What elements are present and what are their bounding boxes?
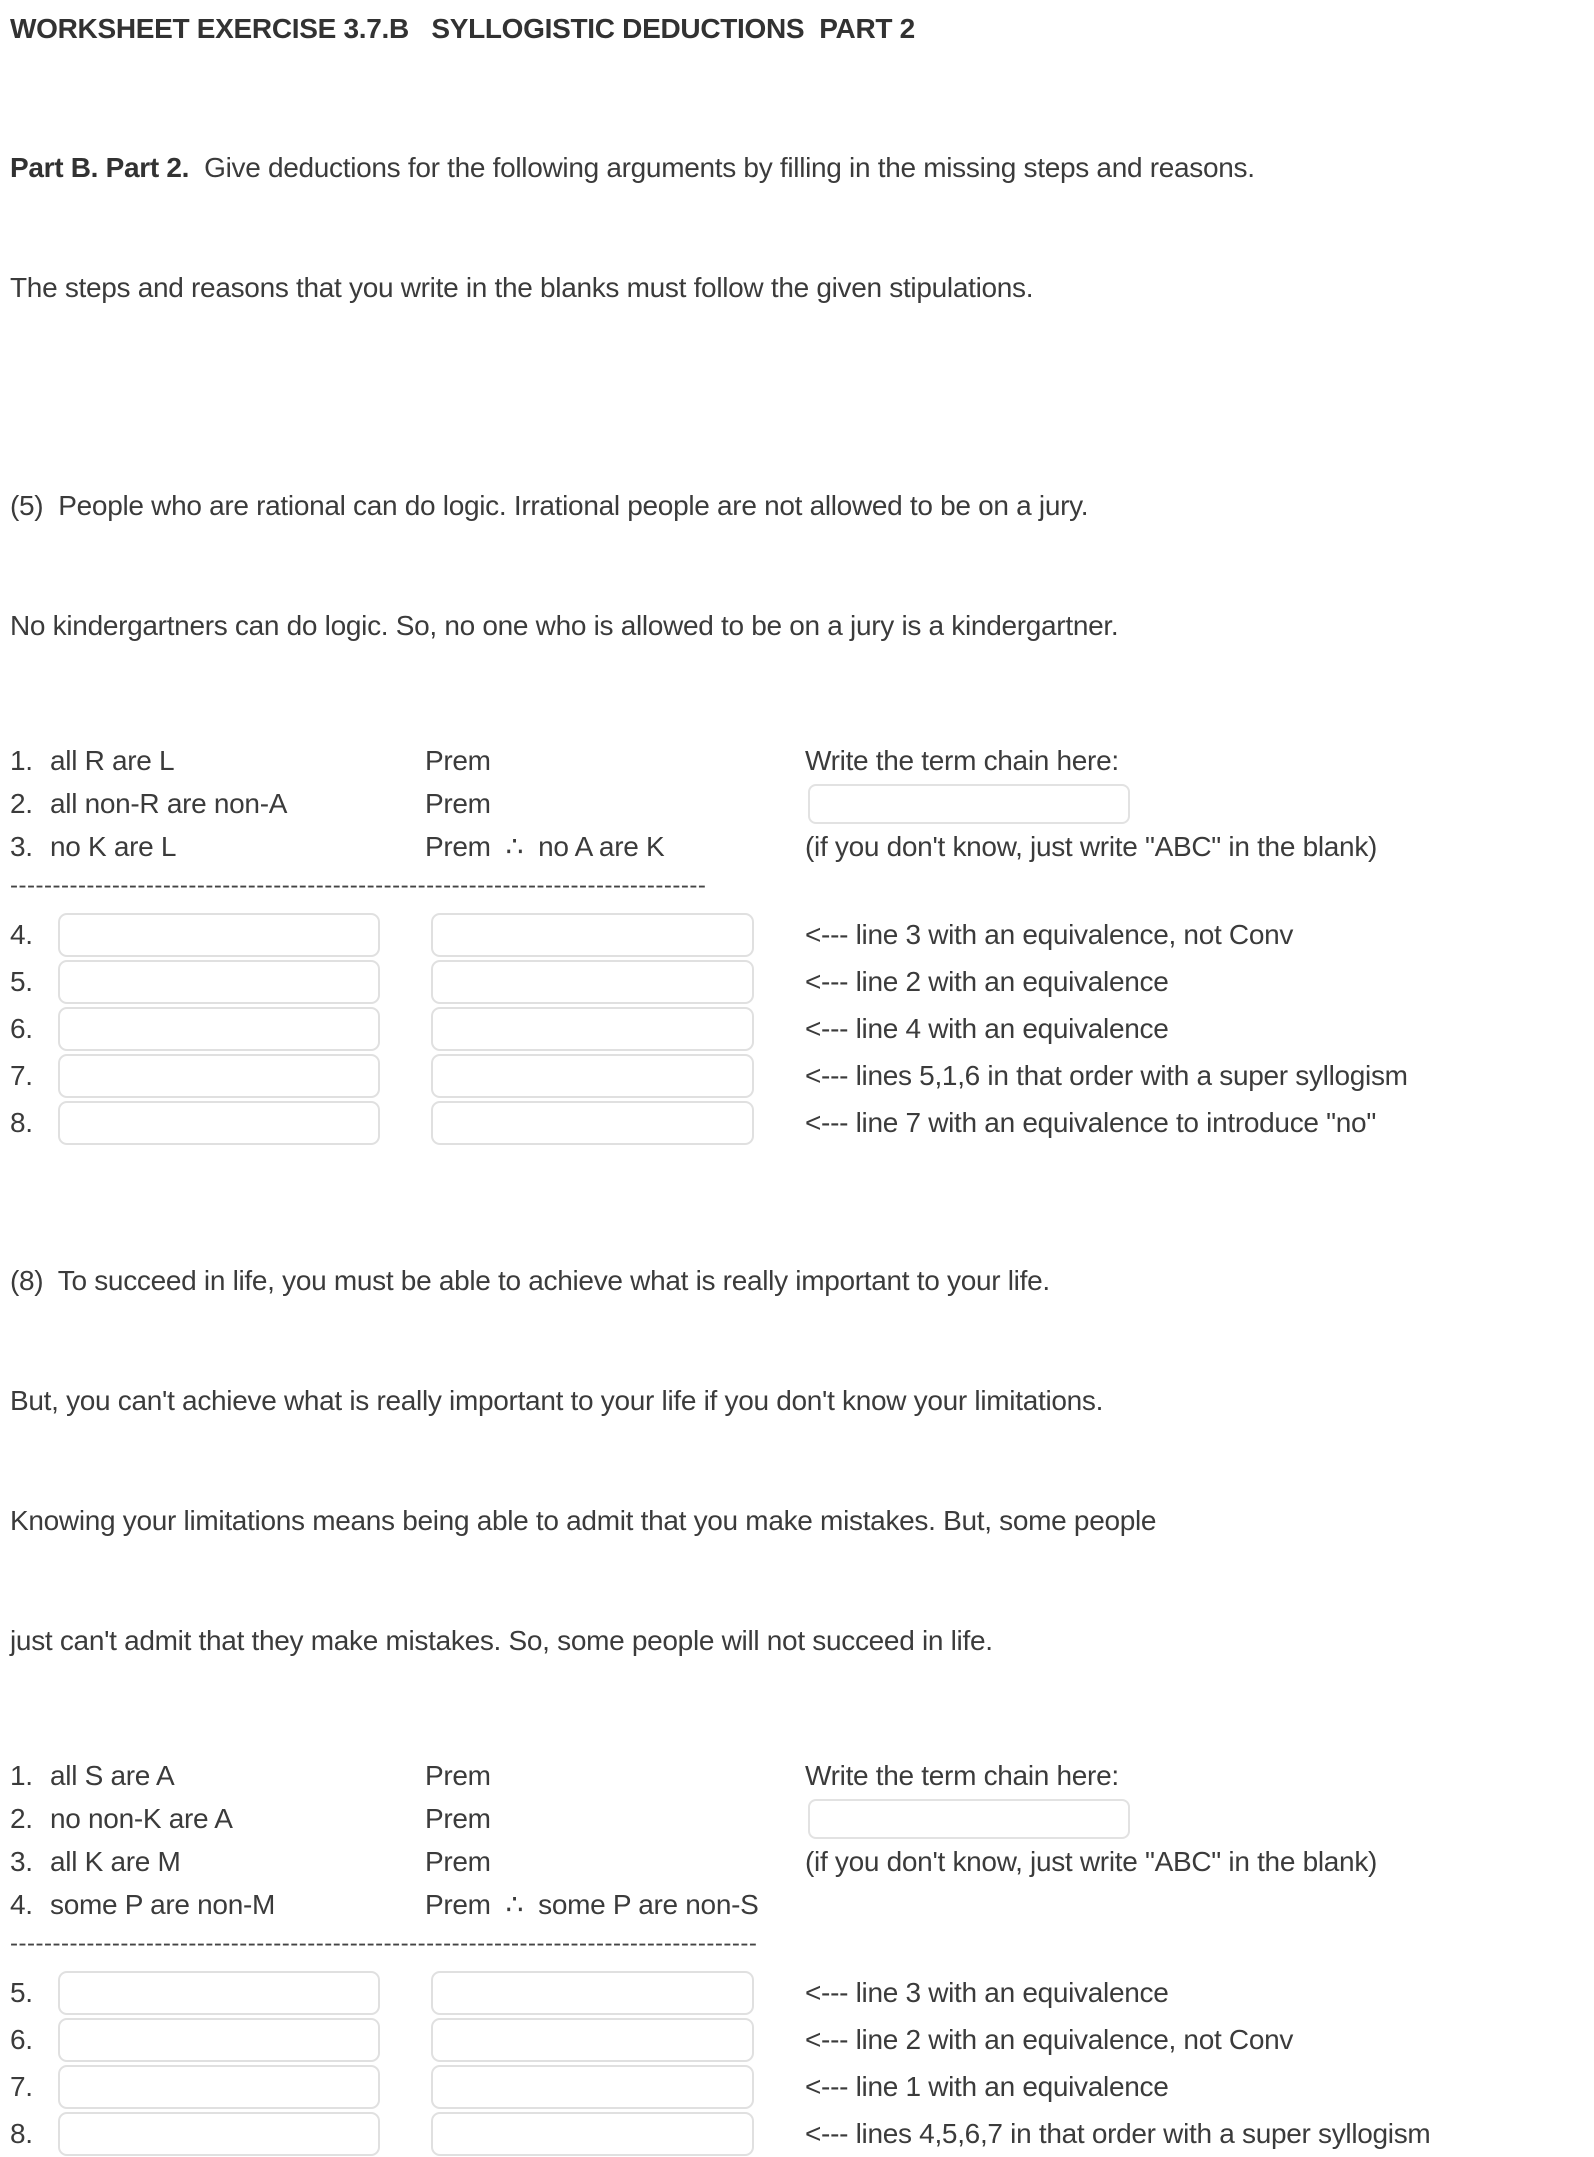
step-number: 5. [10, 1976, 33, 2008]
step-reason-input[interactable] [431, 1101, 754, 1145]
premise-reason: Prem [425, 1759, 491, 1791]
step-statement-input[interactable] [58, 2018, 380, 2062]
step-row [10, 2016, 1584, 2063]
premise-statement [10, 1846, 425, 1878]
term-chain-input[interactable] [808, 784, 1130, 824]
step-statement-input[interactable] [58, 2065, 380, 2109]
step-reason-input[interactable] [431, 2065, 754, 2109]
instructions-line-1 [10, 148, 1584, 188]
step-statement-input[interactable] [58, 1007, 380, 1051]
problem-8-intro-line-1: (8) To succeed in life, you must be able to achieve what is really important to your life. [10, 1265, 1050, 1296]
premise-reason: Prem [425, 1802, 491, 1834]
premise-number: 3. [10, 830, 33, 862]
step-hint: <--- lines 5,1,6 in that order with a super syllogism [805, 1059, 1408, 1091]
problem-8-premises [10, 1754, 1584, 1926]
premise-text: some P are non-M [50, 1888, 276, 1920]
step-number: 8. [10, 2117, 33, 2149]
step-hint: <--- lines 4,5,6,7 in that order with a super syllogism [805, 2117, 1431, 2149]
premise-reason: Prem [425, 787, 491, 819]
problem-8-intro [10, 1181, 1584, 1741]
problem-5-steps [10, 911, 1584, 1146]
term-chain-note: (if you don't know, just write "ABC" in the blank) [805, 830, 1378, 862]
premise-text: all R are L [50, 744, 175, 776]
premise-reason: Prem ∴ some P are non-S [425, 1889, 759, 1920]
problem-5-intro-line-2: No kindergartners can do logic. So, no one who is allowed to be on a jury is a kindergartner. [10, 610, 1119, 641]
premise-reason: Prem [425, 744, 491, 776]
step-hint: <--- line 2 with an equivalence, not Conv [805, 2023, 1294, 2055]
premise-statement [10, 788, 425, 820]
step-number: 6. [10, 2023, 33, 2055]
step-row [10, 1099, 1584, 1146]
premise-row [10, 1840, 1584, 1883]
step-statement-input[interactable] [58, 960, 380, 1004]
premise-statement [10, 1889, 425, 1921]
step-number: 4. [10, 918, 33, 950]
premise-number: 4. [10, 1888, 33, 1920]
problem-8-intro-line-3: Knowing your limitations means being able to admit that you make mistakes. But, some people [10, 1505, 1157, 1536]
divider-dashes: ---------------------------------------------------------------------------------- [10, 872, 707, 899]
step-statement-input[interactable] [58, 913, 380, 957]
instructions [10, 68, 1584, 388]
step-statement-input[interactable] [58, 2112, 380, 2156]
step-number: 7. [10, 2070, 33, 2102]
step-hint: <--- line 4 with an equivalence [805, 1012, 1169, 1044]
premise-reason: Prem ∴ no A are K [425, 831, 665, 862]
premise-row [10, 1754, 1584, 1797]
problem-8-intro-line-2: But, you can't achieve what is really important to your life if you don't know your limitations. [10, 1385, 1104, 1416]
premise-row [10, 1883, 1584, 1926]
problem-8-intro-line-4: just can't admit that they make mistakes. So, some people will not succeed in life. [10, 1625, 993, 1656]
step-statement-input[interactable] [58, 1971, 380, 2015]
premise-number: 1. [10, 1759, 33, 1791]
step-statement-input[interactable] [58, 1054, 380, 1098]
premise-statement [10, 745, 425, 777]
premise-statement [10, 1803, 425, 1835]
page-title: WORKSHEET EXERCISE 3.7.B SYLLOGISTIC DEDUCTIONS PART 2 [10, 13, 915, 44]
premise-row [10, 1797, 1584, 1840]
step-hint: <--- line 2 with an equivalence [805, 965, 1169, 997]
premise-row [10, 739, 1584, 782]
step-reason-input[interactable] [431, 1971, 754, 2015]
step-statement-input[interactable] [58, 1101, 380, 1145]
instructions-line-2: The steps and reasons that you write in the blanks must follow the given stipulations. [10, 272, 1034, 303]
term-chain-field [805, 1799, 1584, 1839]
term-chain-note: (if you don't know, just write "ABC" in the blank) [805, 1845, 1378, 1877]
premise-statement [10, 1760, 425, 1792]
premise-text: all S are A [50, 1759, 175, 1791]
divider-dashes: ---------------------------------------------------------------------------------------- [10, 1930, 758, 1957]
premise-reason: Prem [425, 1845, 491, 1877]
step-hint: <--- line 7 with an equivalence to introduce "no" [805, 1106, 1376, 1138]
premise-row [10, 782, 1584, 825]
premise-text: no K are L [50, 830, 177, 862]
step-row [10, 958, 1584, 1005]
step-reason-input[interactable] [431, 960, 754, 1004]
step-hint: <--- line 3 with an equivalence, not Conv [805, 918, 1294, 950]
step-row [10, 911, 1584, 958]
instructions-line-1-text: Give deductions for the following arguments by filling in the missing steps and reasons. [189, 152, 1255, 183]
problem-5-intro-line-1: (5) People who are rational can do logic. Irrational people are not allowed to be on a jury. [10, 490, 1089, 521]
step-hint: <--- line 3 with an equivalence [805, 1976, 1169, 2008]
step-row [10, 2110, 1584, 2157]
term-chain-field [805, 784, 1584, 824]
problem-5-premises [10, 739, 1584, 868]
step-number: 7. [10, 1059, 33, 1091]
premise-number: 3. [10, 1845, 33, 1877]
step-reason-input[interactable] [431, 2112, 754, 2156]
step-reason-input[interactable] [431, 1007, 754, 1051]
problem-5-intro [10, 406, 1584, 726]
step-row [10, 1969, 1584, 2016]
step-reason-input[interactable] [431, 1054, 754, 1098]
term-chain-label: Write the term chain here: [805, 744, 1119, 776]
step-row [10, 2063, 1584, 2110]
premise-number: 2. [10, 1802, 33, 1834]
step-reason-input[interactable] [431, 913, 754, 957]
premise-text: no non-K are A [50, 1802, 233, 1834]
step-number: 5. [10, 965, 33, 997]
step-number: 8. [10, 1106, 33, 1138]
step-number: 6. [10, 1012, 33, 1044]
step-row [10, 1052, 1584, 1099]
premise-number: 2. [10, 787, 33, 819]
premise-row [10, 825, 1584, 868]
step-reason-input[interactable] [431, 2018, 754, 2062]
term-chain-input[interactable] [808, 1799, 1130, 1839]
step-hint: <--- line 1 with an equivalence [805, 2070, 1169, 2102]
premise-number: 1. [10, 744, 33, 776]
premise-statement [10, 831, 425, 863]
premise-text: all K are M [50, 1845, 181, 1877]
problem-8-steps [10, 1969, 1584, 2157]
premise-text: all non-R are non-A [50, 787, 288, 819]
instructions-part-label: Part B. Part 2. [10, 152, 190, 183]
term-chain-label: Write the term chain here: [805, 1759, 1119, 1791]
step-row [10, 1005, 1584, 1052]
